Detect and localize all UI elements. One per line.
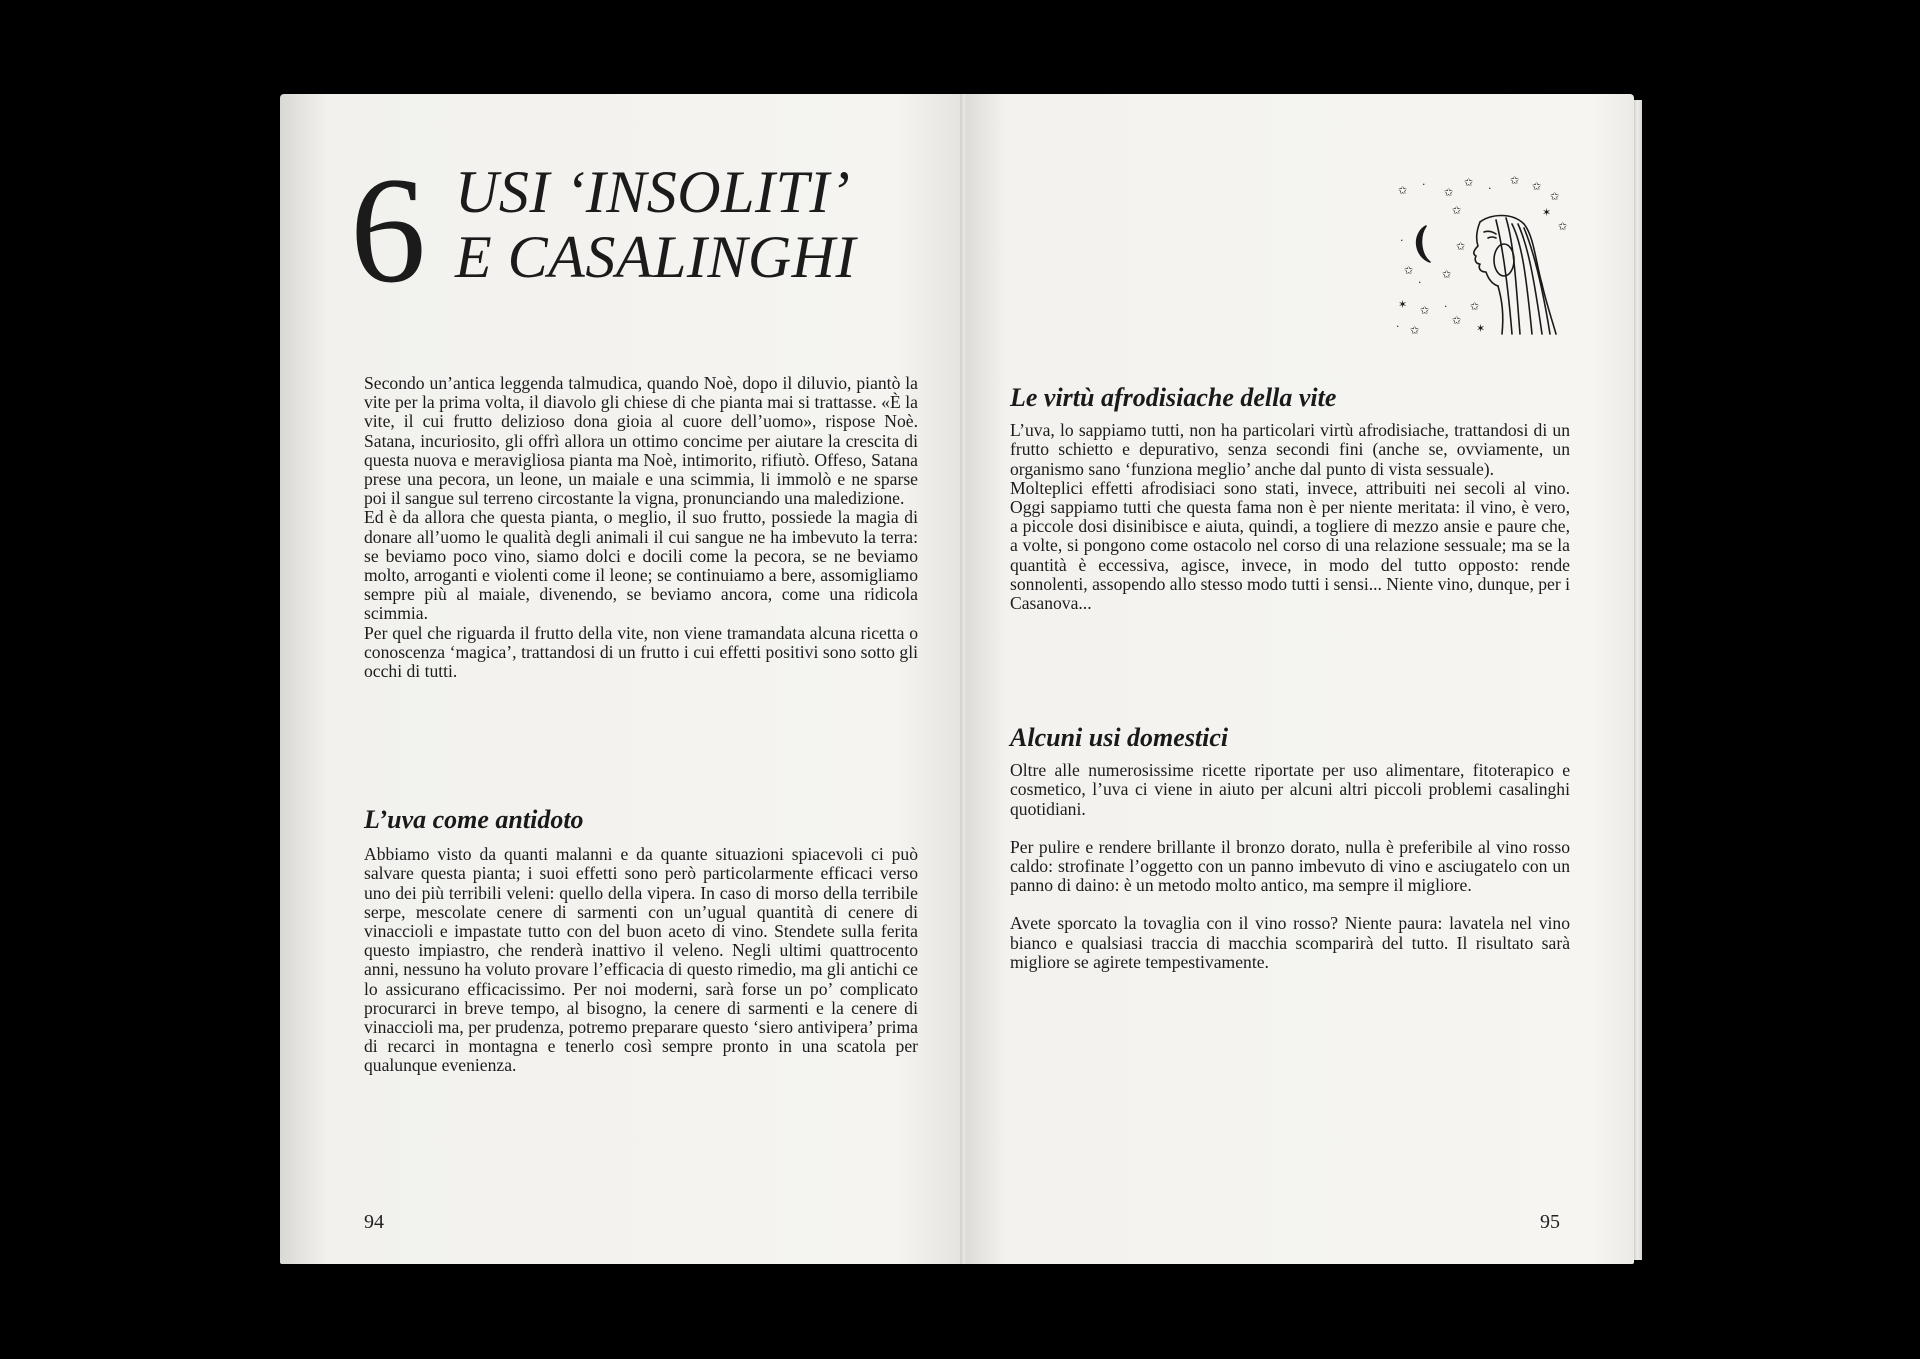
domestic-paragraph-3: Avete sporcato la tovaglia con il vino rosso? Niente paura: lavatela nel vino bianco e qualsiasi traccia di macchia scomparirà del tutto. Il risultato sarà migliore se agirete tempestivamente.: [1010, 913, 1570, 972]
svg-text:✩: ✩: [1452, 204, 1462, 217]
right-page: [966, 94, 1634, 1264]
chapter-number: 6: [350, 146, 426, 314]
intro-paragraph-2: Ed è da allora che questa pianta, o meglio, il suo frutto, possiede la magia di donare all’uomo le qualità degli animali il cui sangue ne ha imbevuto la terra: se beviamo poco vino, siamo dolci e docili come la pecora, se ne beviamo molto, arroganti e violenti come il leone; se continuiamo a bere, assomigliamo sempre più al maiale, divenendo, se beviamo ancora, come una ridicola scimmia.: [364, 507, 918, 624]
svg-text:✩: ✩: [1410, 324, 1420, 337]
svg-text:✩: ✩: [1532, 180, 1542, 193]
svg-text:✶: ✶: [1398, 298, 1408, 311]
svg-text:✩: ✩: [1444, 186, 1454, 199]
svg-text:·: ·: [1444, 300, 1448, 313]
section-heading-antidoto: L’uva come antidoto: [364, 805, 584, 834]
antidote-paragraph: Abbiamo visto da quanti malanni e da quante situazioni spiacevoli ci può salvare questa pianta; i suoi effetti sono però particolarmente efficaci verso uno dei più terribili veleni: quello della vipera. In caso di morso della terribile serpe, mescolate cenere di sarmenti con un’ugual quantità di cenere di vinaccioli e impastate tutto con del buon aceto di vino. Stendete sulla ferita questo impiastro, che renderà inattivo il veleno. Negli ultimi quattrocento anni, nessuno ha voluto provare l’efficacia di questo rimedio, ma gli antichi ce lo assicurano efficacissimo. Per noi moderni, sarà forse un po’ complicato procurarci in breve tempo, al bisogno, la cenere di sarmenti e la cenere di vinaccioli ma, per prudenza, potremo preparare questo ‘siero antivipera’ prima di recarci in montagna e tenerlo così sempre pronto in una scatola per qualunque evenienza.: [364, 844, 918, 1076]
page-number-left: 94: [364, 1211, 384, 1233]
svg-text:·: ·: [1418, 276, 1422, 289]
aphrodisiac-paragraph-2: Molteplici effetti afrodisiaci sono stati, invece, attribuiti nei secoli al vino. Oggi sappiamo tutti che questa fama non è per niente meritata: il vino, è vero, a piccole dosi disinibisce e aiuta, quindi, a togliere di mezzo ansie e paure che, a volte, si pongono come ostacolo nel corso di una relazione sessuale; ma se la quantità è eccessiva, agisce, invece, in modo del tutto opposto: rende sonnolenti, assopendo allo stesso modo tutti i sensi... Niente vino, dunque, per i Casanova...: [1010, 477, 1571, 614]
svg-text:✩: ✩: [1558, 220, 1568, 233]
domestic-paragraph-2: Per pulire e rendere brillante il bronzo dorato, nulla è preferibile al vino rosso caldo: strofinate l’oggetto con un panno imbevuto di vino e asciugatelo con un panno di daino: è un metodo molto antico, ma sempre il migliore.: [1010, 836, 1570, 896]
antidote-section: [364, 804, 918, 1076]
chapter-title-line-1: USI ‘INSOLITI’: [455, 159, 851, 225]
intro-text: [364, 374, 918, 681]
svg-text:✩: ✩: [1442, 268, 1452, 281]
chapter-title-line-2: E CASALINGHI: [455, 223, 856, 290]
intro-paragraph-3: Per quel che riguarda il frutto della vite, non viene tramandata alcuna ricetta o conoscenza ‘magica’, trattandosi di un frutto i cui effetti positivi sono sotto gli occhi di tutti.: [364, 622, 918, 682]
chapter-title: [455, 160, 935, 290]
intro-paragraph-1: Secondo un’antica leggenda talmudica, quando Noè, dopo il diluvio, piantò la vite per la prima volta, il diavolo gli chiese di che pianta mai si trattasse. «È la vite, il cui frutto delizioso dona gioia al cuore dell’uomo», rispose Noè. Satana, incuriosito, gli offrì allora un ottimo concime per aiutare la crescita di questa nuova e meravigliosa pianta ma Noè, intimorito, rifiutò. Offeso, Satana prese una pecora, un leone, un maiale e una scimmia, li immolò e ne sparse poi il sangue sul terreno circostante la vigna, pronunciando una maledizione.: [364, 373, 918, 509]
domestic-section: [1010, 722, 1570, 972]
aphrodisiac-paragraph-1: L’uva, lo sappiamo tutti, non ha particolari virtù afrodisiache, trattandosi di un frutto schietto e depurativo, senza secondi fini (anche se, ovviamente, un organismo sano ‘funziona meglio’ anche dal punto di vista sessuale).: [1010, 420, 1570, 479]
svg-text:✩: ✩: [1510, 174, 1520, 187]
aphrodisiac-section: [1010, 382, 1570, 613]
svg-text:✩: ✩: [1464, 176, 1474, 189]
svg-text:✩: ✩: [1470, 300, 1480, 313]
svg-text:·: ·: [1488, 182, 1492, 195]
section-heading-usi-domestici: Alcuni usi domestici: [1010, 723, 1229, 752]
svg-text:✩: ✩: [1420, 304, 1430, 317]
svg-text:✩: ✩: [1398, 184, 1408, 197]
woman-moon-stars-icon: [1392, 174, 1570, 338]
svg-text:✩: ✩: [1404, 264, 1414, 277]
svg-text:·: ·: [1422, 178, 1426, 191]
left-page: [280, 94, 963, 1264]
svg-text:✶: ✶: [1476, 322, 1486, 335]
domestic-paragraph-1: Oltre alle numerosissime ricette riportate per uso alimentare, fitoterapico e cosmetico, l’uva ci viene in aiuto per alcuni altri piccoli problemi casalinghi quotidiani.: [1010, 760, 1570, 819]
svg-text:·: ·: [1396, 320, 1400, 333]
svg-text:✩: ✩: [1550, 190, 1560, 203]
svg-text:✩: ✩: [1452, 314, 1462, 327]
svg-text:✶: ✶: [1542, 206, 1552, 219]
page-edge: [1634, 100, 1642, 1260]
page-number-right: 95: [1540, 1211, 1560, 1233]
svg-text:·: ·: [1400, 234, 1404, 247]
section-heading-virtu: Le virtù afrodisiache della vite: [1010, 383, 1337, 412]
svg-text:✩: ✩: [1456, 240, 1466, 253]
